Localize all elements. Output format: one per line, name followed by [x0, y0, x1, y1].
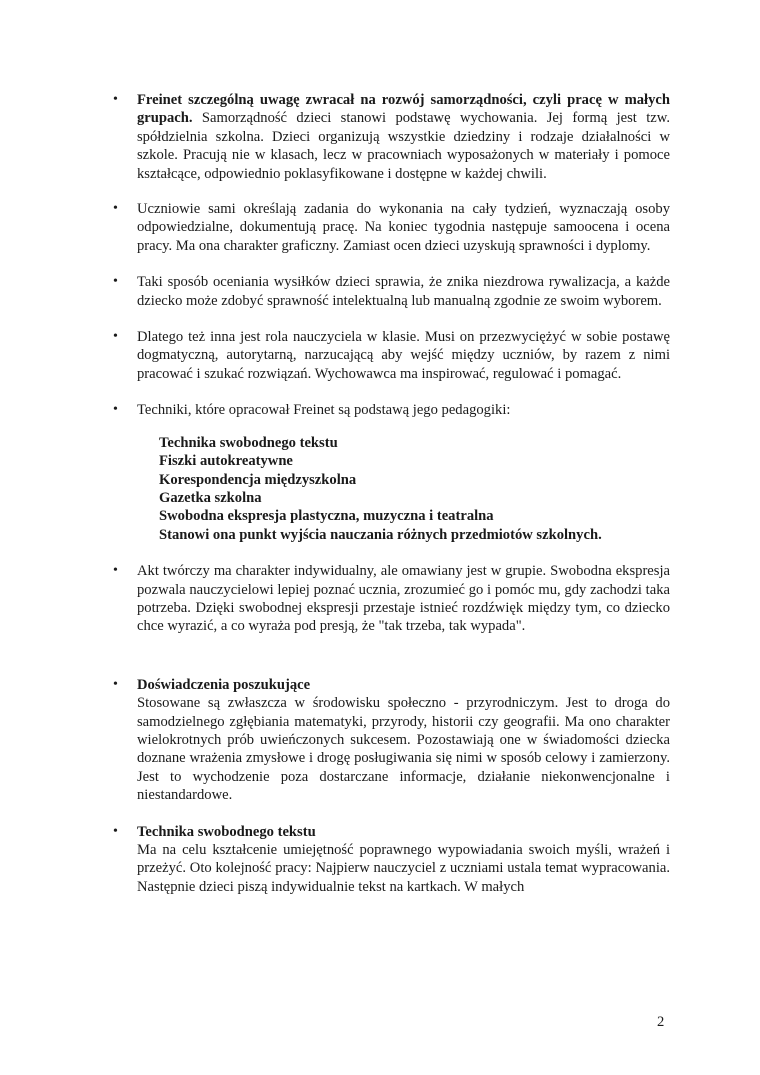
bullet-icon: •: [113, 563, 118, 579]
bullet-icon: •: [113, 274, 118, 290]
bullet-item-free-text-technique: [113, 823, 670, 897]
bullet-item-exploratory-experiments: [113, 676, 670, 805]
item-text: Taki sposób oceniania wysiłków dzieci sprawia, że znika niezdrowa rywalizacja, a każde dziecko może zdobyć sprawność intelektualną lub manualną zgodnie ze swoim wyborem.: [137, 274, 670, 309]
item-text: Stosowane są zwłaszcza w środowisku społeczno - przyrodniczym. Jest to droga do samodzielnego zgłębiania matematyki, przyrody, historii czy geografii. Ma ono charakter wielokrotnych prób uwieńczonych sukcesem. Pozostawiają one w świadomości dziecka doznane wrażenia zmysłowe i drogę posługiwania się nimi w sposób celowy i zamierzony. Jest to wychodzenie poza dostarczane informacje, działanie niekonwencjonalne i niestandardowe.: [137, 695, 670, 804]
technique-item: Gazetka szkolna: [159, 489, 262, 506]
bullet-icon: •: [113, 402, 118, 418]
technique-item: Fiszki autokreatywne: [159, 453, 293, 470]
item-text: Ma na celu kształcenie umiejętność poprawnego wypowiadania swoich myśli, wrażeń i przeżyć. Oto kolejność pracy: Najpierw nauczyciel z uczniami ustala temat wypracowania. Następnie dzieci piszą indywidualnie tekst na kartkach. W małych: [137, 842, 670, 895]
bullet-icon: •: [113, 676, 118, 692]
technique-item: Korespondencja międzyszkolna: [159, 471, 357, 488]
item-text: Akt twórczy ma charakter indywidualny, ale omawiany jest w grupie. Swobodna ekspresja pozwala nauczycielowi lepiej poznać ucznia, zrozumieć go i pomóc mu, gdy zachodzi taka potrzeba. Dzięki swobodnej ekspresji przestaje istnieć rozdźwięk między tym, co dziecko chce wyrazić, a co wyraża pod presją, że "tak trzeba, tak wypada".: [137, 563, 670, 635]
bullet-item-assessment: [113, 273, 670, 310]
bullet-item-teacher-role: [113, 328, 670, 383]
bullet-icon: •: [113, 329, 118, 345]
item-text: Uczniowie sami określają zadania do wykonania na cały tydzień, wyznaczają osoby odpowiedzialne, dokumentują pracę. Na koniec tygodnia następuje samoocena i ocena pracy. Ma ona charakter graficzny. Zamiast ocen dzieci uzyskują sprawności i dyplomy.: [137, 201, 670, 254]
item-text: Samorządność dzieci stanowi podstawę wychowania. Jej formą jest tzw. spółdzielnia szkolna. Dzieci organizują wszystkie dziedziny i rodzaje działalności w szkole. Pracują nie w klasach, lecz w pracowniach wyposażonych w materiały i pomoce kształcące, odpowiednio poklasyfikowane i dostępne w każdej chwili.: [137, 110, 670, 182]
item-text: Techniki, które opracował Freinet są podstawą jego pedagogiki:: [137, 402, 511, 419]
item-heading: Doświadczenia poszukujące: [137, 676, 311, 693]
bullet-item-techniques-intro: [113, 401, 670, 419]
bullet-item-weekly-tasks: [113, 200, 670, 255]
technique-item: Technika swobodnego tekstu: [159, 434, 338, 451]
technique-item: Swobodna ekspresja plastyczna, muzyczna i teatralna: [159, 508, 494, 525]
page-content: [113, 91, 670, 896]
bullet-icon: •: [113, 823, 118, 839]
page-number: 2: [657, 1014, 665, 1030]
item-text: Dlatego też inna jest rola nauczyciela w klasie. Musi on przezwyciężyć w sobie postawę dogmatyczną, autorytarną, narzucającą aby wejść między uczniów, by razem z nimi pracować i szukać rozwiązań. Wychowawca ma inspirować, regulować i pomagać.: [137, 329, 670, 382]
bullet-icon: •: [113, 92, 118, 107]
techniques-list: [159, 434, 670, 544]
item-heading: Technika swobodnego tekstu: [137, 823, 316, 840]
bullet-item-self-government: [113, 91, 670, 183]
item-lead-text: Freinet szczególną uwagę zwracał na rozwój samorządności, czyli pracę w małych grupach.: [137, 92, 670, 127]
bullet-item-creative-act: [113, 562, 670, 636]
bullet-icon: •: [113, 201, 118, 217]
technique-item: Stanowi ona punkt wyjścia nauczania różnych przedmiotów szkolnych.: [159, 526, 602, 543]
